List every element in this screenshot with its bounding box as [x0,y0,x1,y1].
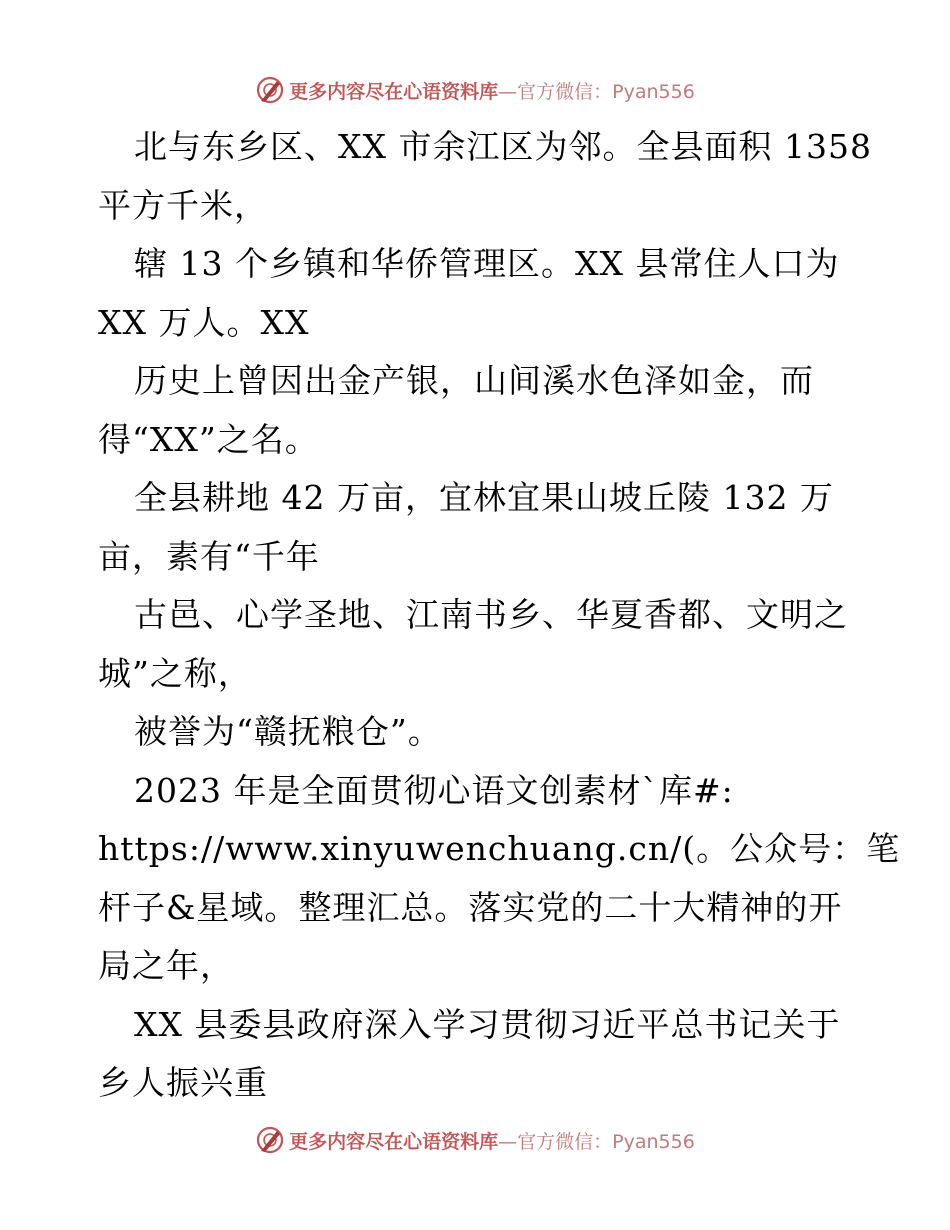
text-line: 得“XX”之名。 [98,419,319,459]
text-line: XX 县委县政府深入学习贯彻习近平总书记关于 [134,1004,841,1044]
footer-banner-strong: 更多内容尽在心语资料库 [289,1130,499,1153]
text-line: 被誉为“赣抚粮仓”。 [134,712,442,751]
text-line: 古邑、心学圣地、江南书乡、华夏香都、文明之 [134,595,848,634]
text-line: 平方千米， [98,185,268,225]
text-line: 辖 13 个乡镇和华侨管理区。XX 县常住人口为 [134,244,840,283]
text-line: 全县耕地 42 万亩，宜林宜果山坡丘陵 132 万 [134,478,834,517]
text-line: 北与东乡区、XX 市余江区为邻。全县面积 1358 [134,127,872,166]
text-line: 杆子&星域。整理汇总。落实党的二十大精神的开 [98,887,843,927]
header-banner-rest: —官方微信：Pyan556 [498,80,695,103]
text-line: 局之年， [98,946,234,985]
text-line: 历史上曾因出金产银，山间溪水色泽如金，而 [134,361,814,400]
header-banner-strong: 更多内容尽在心语资料库 [289,80,499,103]
text-line: 乡人振兴重 [98,1063,268,1102]
header-banner-text [289,77,695,104]
footer-banner-rest: —官方微信：Pyan556 [498,1130,695,1153]
text-line: XX 万人。XX [98,302,310,342]
pen-logo-icon [255,1125,285,1155]
document-body [98,118,901,1113]
footer-banner [0,1120,950,1160]
text-line: 城”之称， [98,653,252,693]
text-line: https://www.xinyuwenchuang.cn/(。公众号：笔 [98,829,901,868]
pen-logo-icon [255,75,285,105]
footer-banner-text [289,1127,695,1154]
text-line: 2023 年是全面贯彻心语文创素材`库#: [134,770,734,810]
header-banner [0,70,950,110]
text-line: 亩，素有“千年 [98,536,320,576]
